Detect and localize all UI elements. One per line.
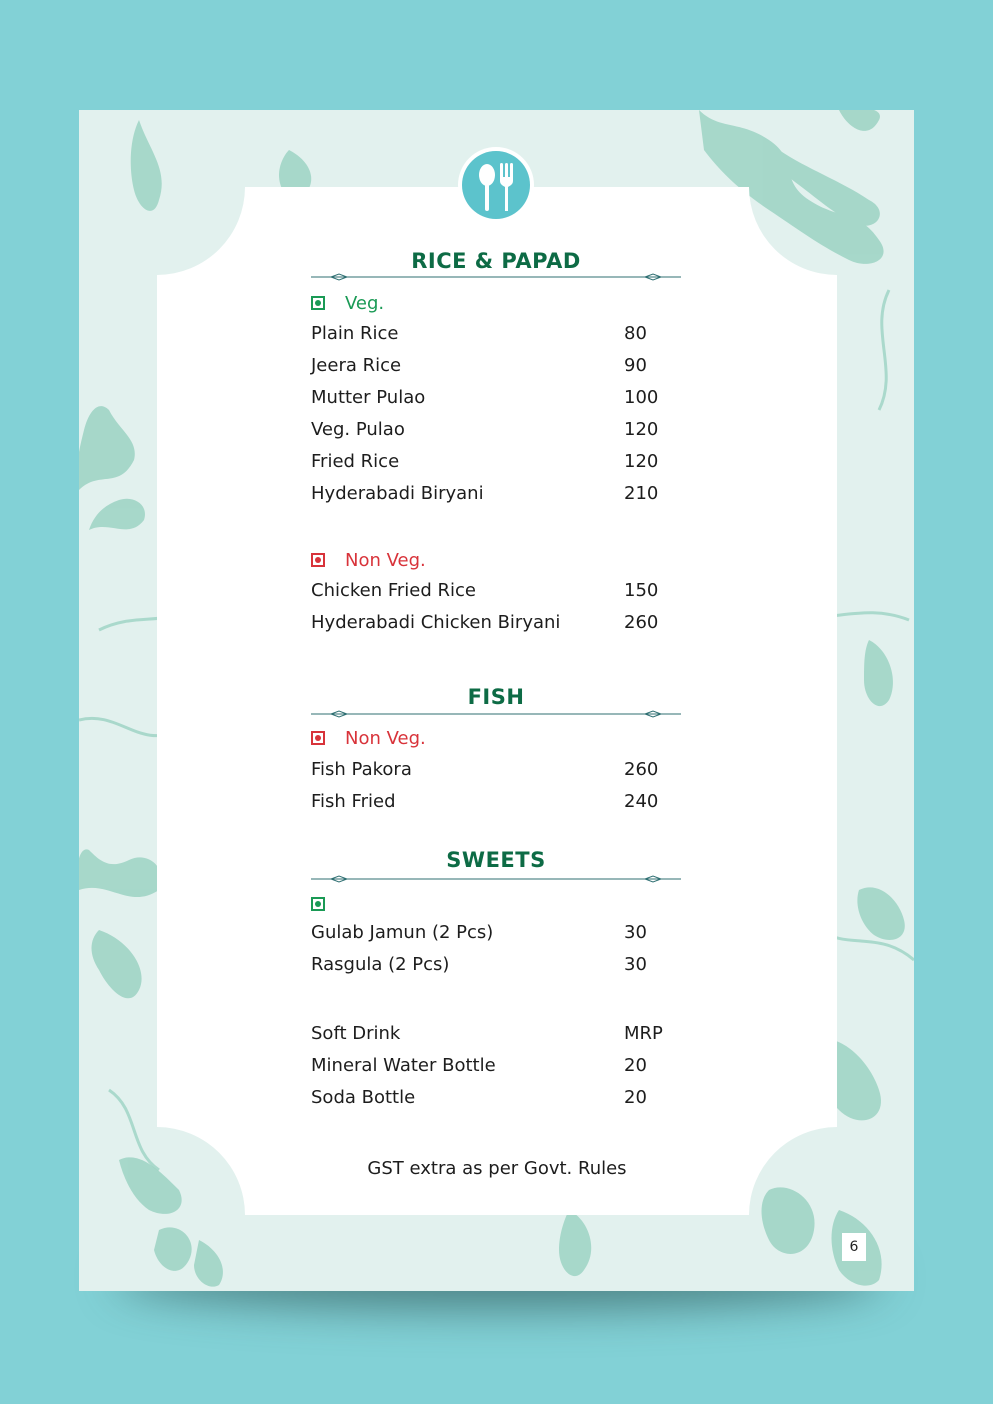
section-title-sweets: SWEETS (446, 848, 546, 872)
section-title-fish: FISH (467, 685, 525, 709)
veg-symbol-icon (311, 296, 325, 310)
menu-item: Chicken Fried Rice 150 (311, 580, 659, 601)
spoon-fork-icon (462, 151, 530, 219)
menu-item: Fish Pakora 260 (311, 759, 659, 780)
menu-item: Fish Fried 240 (311, 791, 659, 812)
category-veg (311, 291, 384, 315)
category-veg (311, 892, 345, 916)
section-divider (311, 271, 681, 283)
section-divider (311, 873, 681, 885)
section-title-rice-papad: RICE & PAPAD (411, 249, 581, 273)
menu-item: Soda Bottle 20 (311, 1087, 647, 1108)
emblem (458, 147, 534, 223)
menu-item: Plain Rice 80 (311, 323, 647, 344)
veg-symbol-icon (311, 897, 325, 911)
menu-item: Gulab Jamun (2 Pcs) 30 (311, 922, 647, 943)
category-non-veg (311, 726, 426, 750)
category-label: Veg. (345, 292, 385, 314)
footer-note: GST extra as per Govt. Rules (367, 1158, 627, 1179)
category-label: Non Veg. (345, 727, 426, 749)
page-number: 6 (842, 1233, 866, 1261)
menu-item: Mutter Pulao 100 (311, 387, 659, 408)
section-divider (311, 708, 681, 720)
non-veg-symbol-icon (311, 731, 325, 745)
non-veg-symbol-icon (311, 553, 325, 567)
menu-item: Hyderabadi Biryani 210 (311, 483, 659, 504)
menu-item: Jeera Rice 90 (311, 355, 647, 376)
menu-item: Mineral Water Bottle 20 (311, 1055, 647, 1076)
category-non-veg (311, 548, 426, 572)
menu-item: Fried Rice 120 (311, 451, 659, 472)
menu-item: Veg. Pulao 120 (311, 419, 659, 440)
menu-item: Rasgula (2 Pcs) 30 (311, 954, 647, 975)
menu-item: Soft Drink MRP (311, 1023, 663, 1044)
menu-item: Hyderabadi Chicken Biryani 260 (311, 612, 659, 633)
category-label: Non Veg. (345, 549, 426, 571)
